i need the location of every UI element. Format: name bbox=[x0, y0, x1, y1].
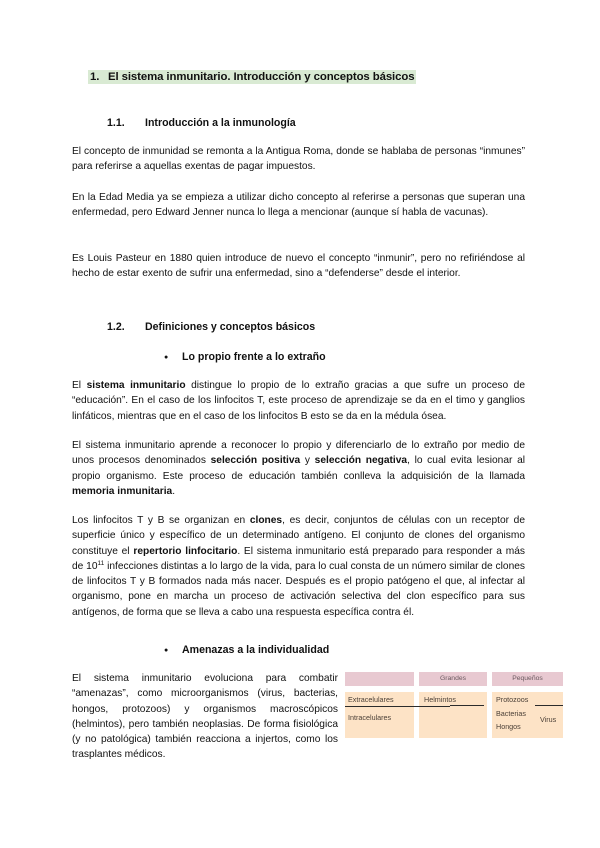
bullet-heading-title: Amenazas a la individualidad bbox=[182, 644, 330, 656]
divider-virus bbox=[535, 705, 563, 706]
heading-1-2-title: Definiciones y conceptos básicos bbox=[145, 321, 316, 333]
paragraph-clones bbox=[72, 513, 525, 620]
superscript: 11 bbox=[97, 559, 105, 567]
bullet-heading-propio-extrano bbox=[164, 351, 326, 363]
text-run: infecciones distintas a lo largo de la vida, para lo cual consta de un número similar de clones de linfocitos T y B formados nada más nacer. Después es el propio patógeno el que, al infectar al organismo, pone en marcha un proceso de activación selectiva del clon específico para sus antígenos, de forma que se lleva a cabo una respuesta específica contra él. bbox=[72, 560, 526, 618]
row-label-extracelulares: Extracelulares bbox=[348, 695, 394, 704]
table-header-grandes: Grandes bbox=[419, 672, 487, 686]
text-run: El sistema inmunitario aprende a reconocer lo propio y diferenciarlo de lo extraño por medio de unos procesos denominados bbox=[72, 440, 525, 467]
paragraph-educacion bbox=[72, 378, 525, 424]
text-run: , es decir, conjuntos de células con un receptor de superficie único y específico de un determinado antígeno. El conjunto de clones del organismo constituye el bbox=[72, 515, 525, 557]
cell-virus: Virus bbox=[540, 715, 557, 724]
cell-bacterias: Bacterias bbox=[496, 709, 526, 718]
divider-extra-intra-right bbox=[450, 705, 484, 706]
paragraph-amenazas: El sistema inmunitario evoluciona para combatir “amenazas”, como microorganismos (virus, bacterias, hongos, protozoos) y organismos macroscópicos (helmintos), pero también neoplasias. De forma fisiológica (y no patológica) también reacciona a injertos, como los trasplantes médicos. bbox=[72, 673, 338, 761]
table-col-pequenos bbox=[492, 692, 563, 738]
table-col-labels bbox=[345, 692, 414, 738]
paragraph-roma: El concepto de inmunidad se remonta a la Antigua Roma, donde se hablaba de personas “inmunes” para referirse a aquellas exentas de pagar impuestos. bbox=[72, 146, 525, 173]
table-header-pequenos: Pequeños bbox=[492, 672, 563, 686]
bold-term: sistema inmunitario bbox=[86, 380, 186, 391]
text-run: Los linfocitos T y B se organizan en bbox=[72, 515, 250, 526]
bold-term: selección negativa bbox=[314, 455, 408, 467]
text-run: distingue lo propio de lo extraño gracias a que sufre un proceso de “educación”. En el caso de los linfocitos T, este proceso de aprendizaje se da en el timo y ganglios linfáticos, mientras que en el caso de los linfocitos B esto se da en la médula ósea. bbox=[72, 380, 526, 422]
text-run: . El sistema inmunitario está preparado para responder a más de 10 bbox=[72, 545, 525, 572]
text-run: y bbox=[300, 455, 315, 467]
cell-helmintos: Helmintos bbox=[424, 695, 456, 704]
table-col-grandes bbox=[419, 692, 487, 738]
threat-classification-table bbox=[345, 672, 563, 762]
heading-1-number: 1. bbox=[90, 71, 100, 83]
bold-term: selección positiva bbox=[210, 455, 301, 467]
row-label-intracelulares: Intracelulares bbox=[348, 713, 392, 722]
text-run: , lo cual evita lesionar al propio organismo. Este proceso de educación también conlleva la adquisición de la llamada bbox=[72, 455, 525, 482]
bullet-heading-amenazas bbox=[164, 644, 329, 656]
bold-term: clones bbox=[249, 515, 283, 526]
text-run: . bbox=[172, 485, 176, 497]
heading-1 bbox=[88, 70, 416, 84]
cell-protozoos: Protozoos bbox=[496, 695, 529, 704]
heading-1-2 bbox=[107, 321, 315, 333]
bold-term: memoria inmunitaria bbox=[72, 485, 173, 497]
paragraph-edad-media: En la Edad Media ya se empieza a utilizar dicho concepto al referirse a personas que superan una enfermedad, pero Edward Jenner nunca lo llega a mencionar (aunque sí habla de vacunas). bbox=[72, 192, 525, 219]
bullet-heading-title: Lo propio frente a lo extraño bbox=[182, 351, 326, 363]
bold-term: repertorio linfocitario bbox=[133, 545, 238, 557]
heading-1-1-title: Introducción a la inmunología bbox=[145, 117, 296, 129]
text-run: El bbox=[72, 380, 87, 391]
paragraph-seleccion bbox=[72, 438, 525, 499]
divider-extra-intra bbox=[345, 706, 450, 707]
bullet-icon: ● bbox=[164, 647, 169, 654]
cell-hongos: Hongos bbox=[496, 722, 521, 731]
heading-1-1 bbox=[107, 117, 296, 129]
bullet-icon: ● bbox=[164, 354, 169, 361]
table-header-empty bbox=[345, 672, 414, 686]
heading-1-2-number: 1.2. bbox=[107, 321, 125, 333]
heading-1-title: El sistema inmunitario. Introducción y conceptos básicos bbox=[108, 71, 415, 83]
paragraph-pasteur: Es Louis Pasteur en 1880 quien introduce de nuevo el concepto “inmunir”, pero no refiriéndose al hecho de estar exento de sufrir una enfermedad, sino a “defenderse” desde el interior. bbox=[72, 253, 525, 280]
heading-1-1-number: 1.1. bbox=[107, 117, 125, 129]
